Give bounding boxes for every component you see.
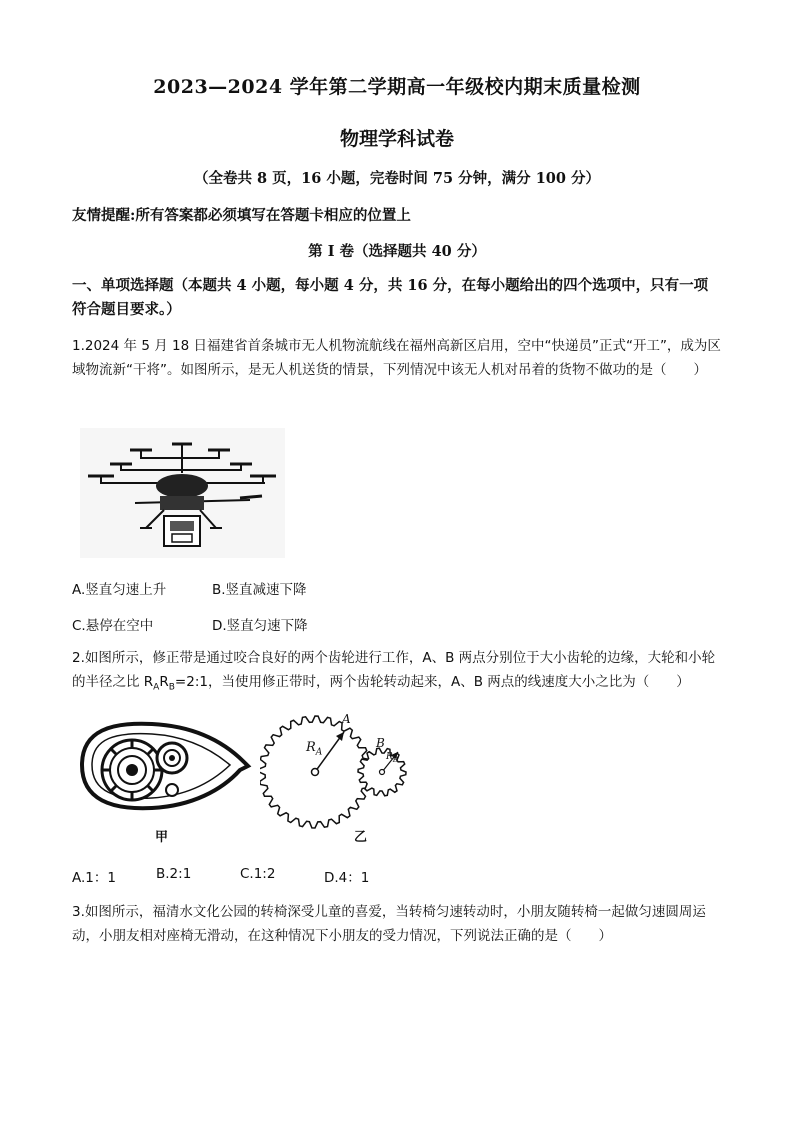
q1-option-b: B.竖直减速下降 (212, 582, 307, 598)
figure-label-jia: 甲 (155, 830, 169, 845)
point-a-label: A (342, 712, 351, 726)
correction-tape-figure (72, 710, 252, 820)
q2-option-b: B.2:1 (156, 866, 192, 882)
q1-option-c: C.悬停在空中 (72, 618, 154, 634)
gear-diagram-figure (260, 708, 420, 838)
point-b-label: B (376, 736, 385, 750)
exam-subtitle: 物理学科试卷 (339, 128, 454, 150)
drone-figure (80, 428, 285, 558)
exam-title: 2023—2024 学年第二学期高一年级校内期末质量检测 (153, 76, 641, 98)
section-title: 第 I 卷（选择题共 40 分） (308, 243, 486, 260)
radius-a-label: $R_A$ (306, 740, 323, 758)
radius-b-label: $R_B$ (386, 752, 398, 764)
q1-option-a: A.竖直匀速上升 (72, 582, 167, 598)
exam-info: （全卷共 8 页，16 小题，完卷时间 75 分钟，满分 100 分） (193, 170, 601, 187)
question-3-text: 3.如图所示，福清水文化公园的转椅深受儿童的喜爱，当转椅匀速转动时，小朋友随转椅一起做匀速圆周运动，小朋友相对座椅无滑动，在这种情况下小朋友的受力情况，下列说法正确的是（ ） (72, 904, 706, 944)
q2-option-a: A.1：1 (72, 870, 116, 886)
question-1-text: 1.2024 年 5 月 18 日福建省首条城市无人机物流航线在福州高新区启用，空中“快递员”正式“开工”，成为区域物流新“干将”。如图所示，是无人机送货的情景，下列情况中该无人机对吊着的货物不做功的是（ ） (72, 338, 721, 378)
q2-option-c: C.1:2 (240, 866, 276, 882)
reminder-text: 友情提醒:所有答案都必须填写在答题卡相应的位置上 (72, 207, 411, 224)
figure-label-yi: 乙 (354, 830, 368, 845)
q1-option-d: D.竖直匀速下降 (212, 618, 308, 634)
part1-heading: 一、单项选择题（本题共 4 小题，每小题 4 分，共 16 分，在每小题给出的四个选项中，只有一项符合题目要求。） (72, 277, 709, 318)
q2-option-d: D.4：1 (324, 870, 370, 886)
question-2-text: 2.如图所示，修正带是通过咬合良好的两个齿轮进行工作，A、B 两点分别位于大小齿轮的边缘，大轮和小轮的半径之比 $R_AR_B=2:1$，当使用修正带时，两个齿轮转动起来，A、B 两点的线速度大小之比为（ ） (72, 650, 716, 693)
